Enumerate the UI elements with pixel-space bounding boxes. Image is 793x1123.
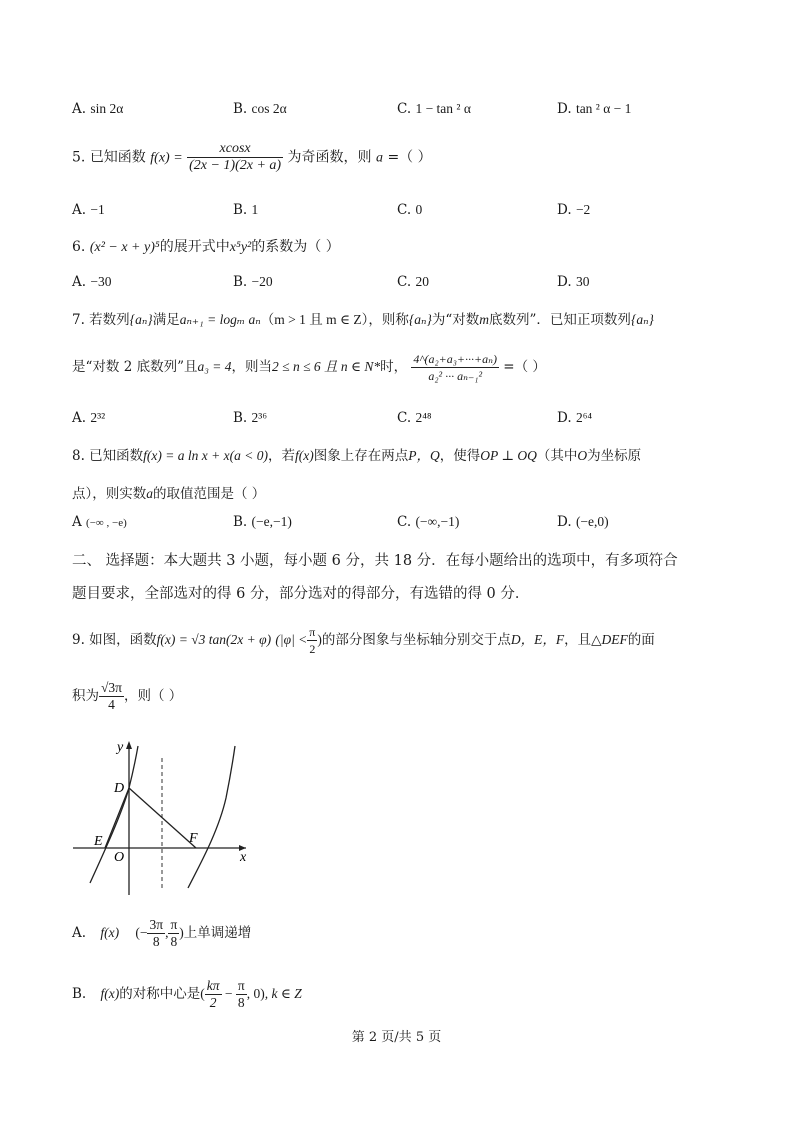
fraction-denominator: (2x − 1)(2x + a) bbox=[189, 158, 282, 173]
y-axis-arrow bbox=[126, 741, 132, 749]
q4-option-a bbox=[72, 101, 123, 117]
fraction bbox=[236, 978, 247, 1011]
question-8-line-2 bbox=[72, 482, 265, 502]
option-label: B. bbox=[233, 202, 248, 218]
option-text: 2⁴⁸ bbox=[415, 410, 432, 425]
question-7-line-1 bbox=[72, 308, 654, 328]
point-d-label: D bbox=[114, 781, 125, 796]
y-axis-label: y bbox=[117, 740, 124, 755]
option-label: A. bbox=[72, 202, 87, 218]
math-expression: P，Q bbox=[408, 448, 440, 463]
question-text: 满足 bbox=[152, 312, 180, 328]
math-paren: (− bbox=[135, 925, 148, 940]
question-text: 7. 若数列 bbox=[72, 312, 130, 328]
q8-option-b bbox=[233, 514, 292, 530]
section-2-heading-line-2: 题目要求，全部选对的得 6 分，部分选对的得部分，有选错的得 0 分． bbox=[72, 586, 530, 602]
fraction-denominator: 8 bbox=[152, 934, 160, 949]
option-label: B. bbox=[233, 410, 248, 426]
fraction-denominator: 2 bbox=[309, 642, 316, 656]
point-e-label: E bbox=[94, 834, 103, 849]
answer-blank: =（ ） bbox=[503, 359, 546, 375]
question-number: 6. bbox=[72, 239, 86, 255]
q6-option-c bbox=[397, 274, 429, 290]
question-text: ，则当 bbox=[231, 359, 273, 375]
question-text: 9. 如图，函数 bbox=[72, 632, 157, 648]
fraction-numerator: π bbox=[309, 625, 316, 639]
point-f-label: F bbox=[189, 831, 198, 846]
q8-option-d bbox=[557, 514, 609, 530]
fraction bbox=[411, 351, 499, 384]
question-number: 5. bbox=[72, 149, 86, 166]
option-label: A. bbox=[72, 925, 87, 941]
q5-option-c bbox=[397, 202, 422, 218]
math-operator: − bbox=[221, 986, 236, 1001]
section-2-heading-line-1: 二、 选择题：本大题共 3 小题，每小题 6 分，共 18 分．在每小题给出的选项中，有多项符合 bbox=[72, 553, 678, 569]
math-variable: O bbox=[577, 448, 588, 463]
math-condition: （m > 1 且 m ∈ Z） bbox=[260, 312, 369, 327]
math-separator: , bbox=[165, 925, 169, 940]
fraction-denominator: a₂² ··· aₙ₋₁² bbox=[428, 369, 483, 383]
option-text: tan ² α − 1 bbox=[575, 101, 632, 116]
option-text: 0 bbox=[415, 202, 423, 217]
fraction-numerator: π bbox=[237, 978, 245, 993]
option-text: cos 2α bbox=[251, 101, 287, 116]
math-expression: OP ⊥ OQ bbox=[480, 448, 537, 463]
math-paren: , 0) bbox=[246, 986, 265, 1001]
math-condition: ) bbox=[317, 632, 322, 647]
option-label: A. bbox=[72, 101, 87, 117]
option-label: D. bbox=[557, 202, 572, 218]
q7-option-a bbox=[72, 410, 105, 426]
fraction-numerator: √3π bbox=[101, 680, 122, 695]
option-text: 2³⁶ bbox=[251, 410, 268, 425]
question-text: ，使得 bbox=[439, 448, 481, 464]
question-text: 为坐标原 bbox=[587, 448, 642, 464]
fraction bbox=[168, 917, 179, 950]
question-text: 点），则实数 bbox=[72, 486, 147, 502]
q8-option-a bbox=[72, 514, 127, 530]
math-variable: m bbox=[479, 312, 490, 327]
math-condition: (|φ| < bbox=[275, 632, 308, 647]
fraction-numerator: π bbox=[170, 917, 178, 932]
math-variable: a bbox=[375, 150, 383, 166]
tangent-function-graph bbox=[68, 738, 258, 898]
fraction-numerator: 3π bbox=[149, 917, 164, 932]
math-expression: f(x) bbox=[100, 986, 120, 1001]
q6-option-b bbox=[233, 274, 273, 290]
math-expression: {aₙ} bbox=[129, 312, 153, 327]
q4-option-c bbox=[397, 101, 471, 117]
option-text: −30 bbox=[90, 274, 112, 289]
question-text: 底数列”．已知正项数列 bbox=[489, 312, 631, 328]
math-paren: ( bbox=[200, 986, 205, 1001]
question-9-line-2 bbox=[72, 680, 182, 713]
segment-ed bbox=[105, 788, 129, 848]
q7-option-d bbox=[557, 410, 592, 426]
q4-option-d bbox=[557, 101, 631, 117]
question-text: 的部分图象与坐标轴分别交于点 bbox=[321, 632, 511, 648]
fraction-denominator: 8 bbox=[170, 934, 178, 949]
option-label: C. bbox=[397, 514, 412, 530]
math-expression: f(x) = bbox=[150, 150, 183, 166]
option-text: 上单调递增 bbox=[183, 925, 252, 941]
option-label: C. bbox=[397, 202, 412, 218]
math-condition: 2 ≤ n ≤ 6 且 n ∈ N* bbox=[272, 359, 381, 374]
option-text: 20 bbox=[415, 274, 429, 289]
option-text: 2³² bbox=[90, 410, 106, 425]
tangent-branch-right bbox=[188, 746, 235, 888]
fraction-denominator: 2 bbox=[209, 995, 217, 1010]
option-label: B. bbox=[72, 986, 87, 1002]
option-text: 的对称中心是 bbox=[119, 986, 201, 1002]
option-text: (−e,0) bbox=[575, 514, 609, 529]
question-6 bbox=[72, 236, 340, 256]
math-expression: f(x) bbox=[294, 448, 314, 463]
question-text: 为奇函数，则 bbox=[287, 149, 372, 166]
option-label: D. bbox=[557, 514, 572, 530]
fraction bbox=[205, 978, 222, 1011]
fraction bbox=[307, 624, 317, 657]
question-text: 的取值范围是（ ） bbox=[153, 486, 266, 502]
option-label: B. bbox=[233, 514, 248, 530]
fraction-denominator: 4 bbox=[108, 697, 115, 712]
fraction bbox=[187, 141, 283, 174]
option-label: A. bbox=[72, 410, 87, 426]
question-5 bbox=[72, 141, 432, 174]
option-text: (−∞ , −e) bbox=[86, 517, 127, 529]
option-label: D. bbox=[557, 410, 572, 426]
q5-option-a bbox=[72, 202, 105, 218]
option-text: 1 bbox=[251, 202, 259, 217]
question-text: ，则称 bbox=[368, 312, 409, 328]
q5-option-b bbox=[233, 202, 258, 218]
option-label: B. bbox=[233, 101, 248, 117]
option-text: 30 bbox=[575, 274, 590, 289]
question-9-line-1 bbox=[72, 624, 655, 657]
question-text: 的面 bbox=[627, 632, 655, 648]
math-expression: D，E，F bbox=[510, 632, 565, 647]
option-label: D. bbox=[557, 101, 572, 117]
math-expression: {aₙ} bbox=[408, 312, 432, 327]
option-label: D. bbox=[557, 274, 572, 290]
fraction bbox=[99, 680, 124, 713]
fraction bbox=[147, 917, 165, 950]
question-text: 是“对数 2 底数列”且 bbox=[72, 359, 198, 375]
question-8-line-1 bbox=[72, 444, 641, 464]
option-label: A bbox=[72, 514, 82, 530]
option-text: (−∞,−1) bbox=[415, 514, 460, 529]
question-text: 的展开式中 bbox=[159, 239, 230, 255]
question-text: 时， bbox=[380, 359, 408, 375]
answer-blank: =（ ） bbox=[387, 149, 432, 166]
q7-option-b bbox=[233, 410, 267, 426]
q9-option-b bbox=[72, 978, 302, 1011]
question-text: 积为 bbox=[72, 688, 99, 704]
fraction-denominator: 8 bbox=[237, 995, 245, 1010]
math-expression: (x² − x + y)⁵ bbox=[89, 240, 160, 255]
math-variable: a bbox=[146, 486, 153, 501]
fraction-numerator: xcosx bbox=[187, 141, 283, 158]
q6-option-d bbox=[557, 274, 589, 290]
question-text: 图象上存在两点 bbox=[313, 448, 409, 464]
q4-option-b bbox=[233, 101, 287, 117]
option-text: 1 − tan ² α bbox=[415, 101, 471, 116]
option-label: C. bbox=[397, 410, 412, 426]
math-expression: a₃ = 4 bbox=[197, 359, 232, 374]
math-expression: {aₙ} bbox=[630, 312, 654, 327]
q7-option-c bbox=[397, 410, 432, 426]
question-text: （其中 bbox=[536, 448, 578, 464]
question-text: 为“对数 bbox=[431, 312, 480, 328]
option-label: C. bbox=[397, 101, 412, 117]
q9-option-a bbox=[72, 917, 251, 950]
math-condition: , k ∈ Z bbox=[264, 986, 302, 1001]
math-expression: aₙ₊₁ = logₘ aₙ bbox=[179, 312, 261, 327]
fraction-numerator: kπ bbox=[206, 978, 220, 993]
math-expression: f(x) = a ln x + x(a < 0) bbox=[143, 448, 268, 463]
option-text: (−e,−1) bbox=[251, 514, 292, 529]
page-footer: 第 2 页/共 5 页 bbox=[351, 1030, 442, 1045]
q8-option-c bbox=[397, 514, 459, 530]
option-text: −2 bbox=[575, 202, 591, 217]
q5-option-d bbox=[557, 202, 590, 218]
math-expression: x⁵y² bbox=[229, 240, 252, 255]
question-text: ，则（ ） bbox=[123, 688, 183, 704]
question-text: 已知函数 bbox=[89, 149, 146, 166]
option-text: 2⁶⁴ bbox=[575, 410, 593, 425]
question-7-line-2 bbox=[72, 351, 546, 384]
x-axis-label: x bbox=[240, 850, 247, 865]
fraction-numerator: 4^(a₂+a₃+···+aₙ) bbox=[413, 352, 497, 366]
option-text: −1 bbox=[90, 202, 105, 217]
question-text: 8. 已知函数 bbox=[72, 448, 144, 464]
math-paren: ) bbox=[179, 925, 184, 940]
option-label: B. bbox=[233, 274, 248, 290]
math-expression: f(x) = √3 tan(2x + φ) bbox=[156, 632, 272, 647]
question-text: ，且 bbox=[564, 632, 592, 648]
q6-option-a bbox=[72, 274, 111, 290]
option-text: −20 bbox=[251, 274, 273, 289]
math-expression: f(x) bbox=[100, 925, 120, 940]
question-text: 的系数为（ ） bbox=[251, 239, 340, 255]
origin-label: O bbox=[114, 850, 125, 865]
option-text: sin 2α bbox=[90, 101, 124, 116]
option-label: C. bbox=[397, 274, 412, 290]
question-text: ，若 bbox=[267, 448, 295, 464]
option-label: A. bbox=[72, 274, 87, 290]
math-expression: △DEF bbox=[591, 632, 628, 647]
